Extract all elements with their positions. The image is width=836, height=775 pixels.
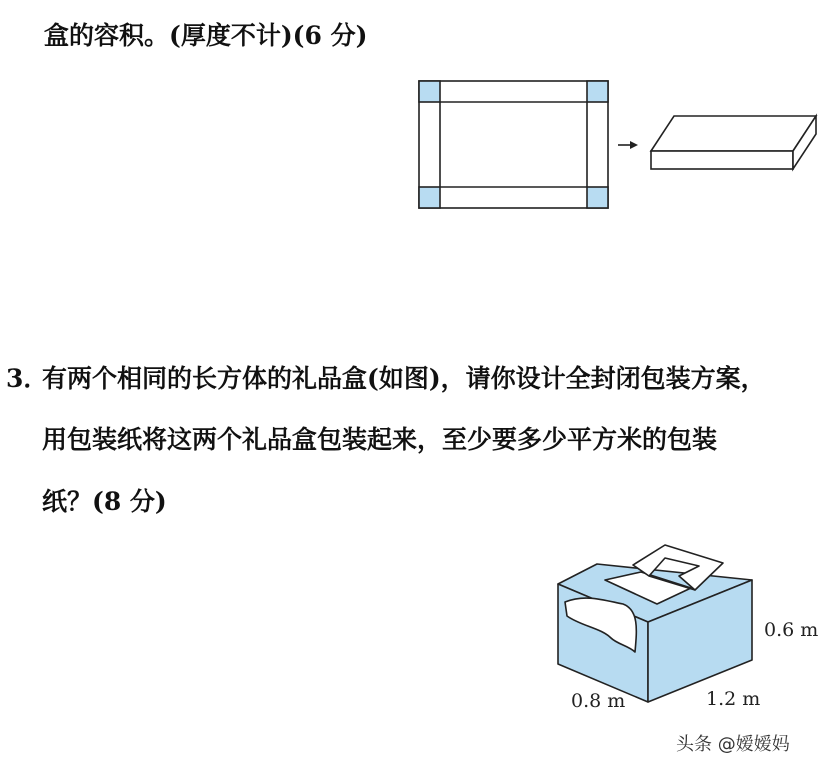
problem3-text-line-2: 用包装纸将这两个礼品盒包装起来，至少要多少平方米的包装 <box>42 425 718 454</box>
corner-square-br <box>587 187 608 208</box>
problem3-number: 3． <box>6 364 49 393</box>
depth-label: 0.8 m <box>571 690 626 712</box>
gift-box-figure <box>545 530 775 710</box>
corner-square-bl <box>419 187 440 208</box>
problem3-text-line-1: 有两个相同的长方体的礼品盒(如图)，请你设计全封闭包装方案， <box>42 364 766 393</box>
width-label: 1.2 m <box>706 688 761 710</box>
problem2-text-tail: 盒的容积。(厚度不计)(6 分) <box>44 21 368 50</box>
corner-square-tl <box>419 81 440 102</box>
height-label: 0.6 m <box>764 619 819 641</box>
sheet-outline <box>419 81 608 208</box>
open-box-shape <box>651 116 816 169</box>
problem3-text-line-3: 纸？(8 分) <box>42 487 167 516</box>
arrow-icon <box>618 141 638 149</box>
corner-square-tr <box>587 81 608 102</box>
box-net-figure <box>410 70 836 220</box>
watermark: 头条 @嫒嫒妈 <box>676 734 790 755</box>
